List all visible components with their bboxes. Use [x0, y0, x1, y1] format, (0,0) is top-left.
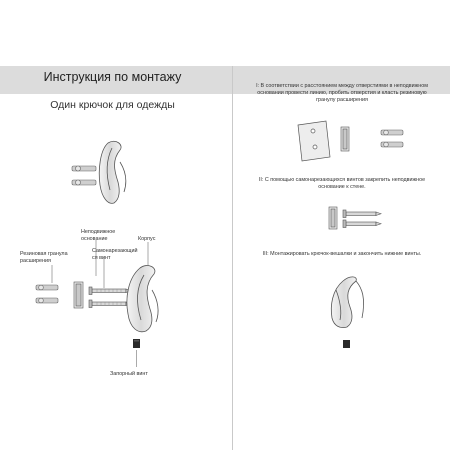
label-fixed-base: Неподвижное основание: [81, 229, 116, 242]
wall-plate-icon: [298, 121, 330, 161]
label-rubber-plug: Резиновая гранула расширения: [20, 251, 68, 264]
self-tapping-screw-icon: [89, 287, 131, 308]
step-3-text: III: Монтажировать крючок-вешалки и закончить нижние винты.: [262, 251, 422, 257]
fixed-base-step2-icon: [329, 207, 337, 229]
fixed-base-icon: [74, 282, 83, 308]
page-title: Инструкция по монтажу: [43, 70, 182, 84]
hook-step3-icon: [331, 277, 363, 328]
hook-body-icon: [127, 266, 158, 332]
lock-screw-step3-icon: [343, 340, 350, 348]
rubber-plug-step1-icon: [381, 130, 403, 147]
page-subtitle: Один крючок для одежды: [50, 99, 175, 111]
step-2-text: II: С помощью самонарезающихся винтов закрепить неподвижное основание к стене.: [258, 177, 426, 190]
fixed-base-step1-icon: [341, 127, 349, 151]
rubber-plug-icon: [36, 285, 58, 303]
step-1-text: I: В соответствии с расстоянием между отверстиями в неподвижном основании провести линию, пробить отверстия и класть резиновую гранулу расширения: [256, 83, 428, 103]
label-body: Корпус: [138, 236, 156, 242]
label-self-tapping-screw: Самонарезающий ся винт: [92, 248, 138, 261]
hook-assembled-top-icon: [99, 141, 126, 203]
label-lock-screw: Запорный винт: [110, 371, 148, 377]
screw-step2-icon: [343, 210, 381, 228]
lock-screw-icon: [133, 339, 140, 367]
plug-pair-top-icon: [72, 166, 96, 185]
